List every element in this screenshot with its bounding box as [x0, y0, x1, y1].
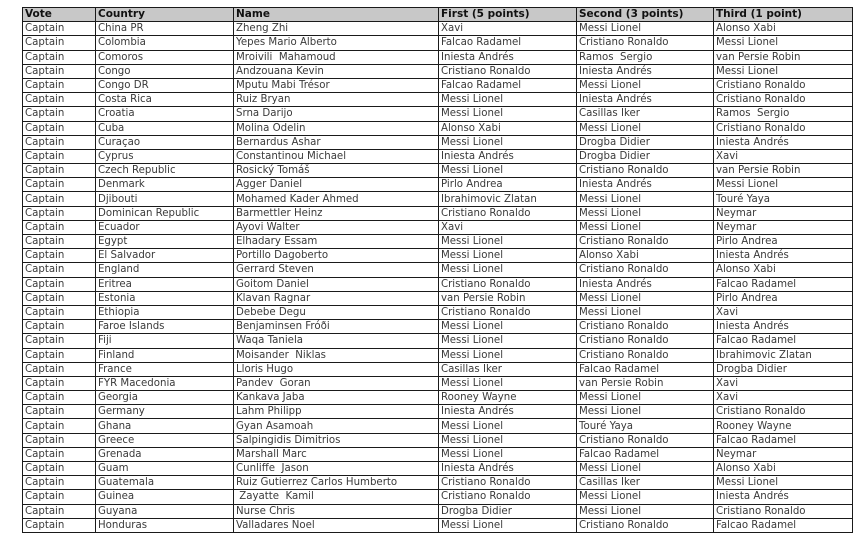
- cell-first: Messi Lionel: [439, 334, 577, 348]
- cell-name: Benjaminsen Fróði: [234, 320, 439, 334]
- cell-second: Iniesta Andrés: [577, 178, 714, 192]
- cell-country: Germany: [96, 405, 234, 419]
- cell-name: Barmettler Heinz: [234, 206, 439, 220]
- cell-name: Ruiz Bryan: [234, 93, 439, 107]
- cell-country: Cyprus: [96, 149, 234, 163]
- table-row: [23, 433, 853, 447]
- cell-third: Iniesta Andrés: [714, 320, 853, 334]
- cell-third: Pirlo Andrea: [714, 235, 853, 249]
- cell-first: Iniesta Andrés: [439, 462, 577, 476]
- cell-first: Messi Lionel: [439, 320, 577, 334]
- cell-first: Xavi: [439, 220, 577, 234]
- cell-name: Waqa Taniela: [234, 334, 439, 348]
- cell-first: Messi Lionel: [439, 249, 577, 263]
- cell-third: Messi Lionel: [714, 64, 853, 78]
- cell-second: Cristiano Ronaldo: [577, 433, 714, 447]
- cell-second: Messi Lionel: [577, 78, 714, 92]
- cell-third: Messi Lionel: [714, 476, 853, 490]
- cell-first: Iniesta Andrés: [439, 149, 577, 163]
- cell-third: Pirlo Andrea: [714, 291, 853, 305]
- cell-name: Klavan Ragnar: [234, 291, 439, 305]
- cell-second: Alonso Xabi: [577, 249, 714, 263]
- cell-second: Messi Lionel: [577, 391, 714, 405]
- header-first: First (5 points): [439, 8, 577, 22]
- cell-name: Elhadary Essam: [234, 235, 439, 249]
- cell-vote: Captain: [23, 362, 96, 376]
- cell-third: Iniesta Andrés: [714, 135, 853, 149]
- cell-first: Messi Lionel: [439, 107, 577, 121]
- table-body: [23, 22, 853, 533]
- cell-vote: Captain: [23, 93, 96, 107]
- table-row: [23, 93, 853, 107]
- cell-vote: Captain: [23, 419, 96, 433]
- cell-first: Cristiano Ronaldo: [439, 490, 577, 504]
- cell-second: Messi Lionel: [577, 405, 714, 419]
- cell-vote: Captain: [23, 22, 96, 36]
- table-row: [23, 121, 853, 135]
- cell-third: Messi Lionel: [714, 36, 853, 50]
- cell-country: Guam: [96, 462, 234, 476]
- table-row: [23, 447, 853, 461]
- cell-name: Salpingidis Dimitrios: [234, 433, 439, 447]
- cell-first: Alonso Xabi: [439, 121, 577, 135]
- cell-name: Molina Odelin: [234, 121, 439, 135]
- cell-first: Iniesta Andrés: [439, 50, 577, 64]
- cell-vote: Captain: [23, 334, 96, 348]
- cell-first: Cristiano Ronaldo: [439, 277, 577, 291]
- table-row: [23, 476, 853, 490]
- cell-country: Dominican Republic: [96, 206, 234, 220]
- cell-name: Gerrard Steven: [234, 263, 439, 277]
- cell-name: Marshall Marc: [234, 447, 439, 461]
- cell-second: Cristiano Ronaldo: [577, 235, 714, 249]
- cell-country: Comoros: [96, 50, 234, 64]
- cell-third: Cristiano Ronaldo: [714, 121, 853, 135]
- cell-vote: Captain: [23, 235, 96, 249]
- cell-vote: Captain: [23, 305, 96, 319]
- cell-second: Cristiano Ronaldo: [577, 164, 714, 178]
- table-row: [23, 305, 853, 319]
- cell-name: Mputu Mabi Trésor: [234, 78, 439, 92]
- table-row: [23, 320, 853, 334]
- table-row: [23, 149, 853, 163]
- cell-vote: Captain: [23, 433, 96, 447]
- cell-second: Drogba Didier: [577, 149, 714, 163]
- cell-vote: Captain: [23, 348, 96, 362]
- cell-name: Lahm Philipp: [234, 405, 439, 419]
- cell-country: England: [96, 263, 234, 277]
- cell-second: Messi Lionel: [577, 305, 714, 319]
- table-row: [23, 107, 853, 121]
- cell-name: Agger Daniel: [234, 178, 439, 192]
- cell-second: Messi Lionel: [577, 192, 714, 206]
- cell-country: Honduras: [96, 518, 234, 532]
- cell-country: Georgia: [96, 391, 234, 405]
- cell-country: El Salvador: [96, 249, 234, 263]
- cell-vote: Captain: [23, 164, 96, 178]
- cell-second: Cristiano Ronaldo: [577, 263, 714, 277]
- cell-second: Drogba Didier: [577, 135, 714, 149]
- cell-country: Egypt: [96, 235, 234, 249]
- table-row: [23, 249, 853, 263]
- cell-vote: Captain: [23, 277, 96, 291]
- cell-vote: Captain: [23, 135, 96, 149]
- cell-name: Kankava Jaba: [234, 391, 439, 405]
- cell-third: Falcao Radamel: [714, 277, 853, 291]
- cell-name: Constantinou Michael: [234, 149, 439, 163]
- cell-first: Ibrahimovic Zlatan: [439, 192, 577, 206]
- cell-third: Iniesta Andrés: [714, 249, 853, 263]
- cell-second: Cristiano Ronaldo: [577, 320, 714, 334]
- cell-country: Costa Rica: [96, 93, 234, 107]
- cell-country: Czech Republic: [96, 164, 234, 178]
- cell-second: Cristiano Ronaldo: [577, 348, 714, 362]
- cell-country: China PR: [96, 22, 234, 36]
- cell-third: Ramos Sergio: [714, 107, 853, 121]
- cell-name: Srna Darijo: [234, 107, 439, 121]
- cell-first: Messi Lionel: [439, 433, 577, 447]
- cell-vote: Captain: [23, 504, 96, 518]
- cell-country: FYR Macedonia: [96, 376, 234, 390]
- cell-country: Eritrea: [96, 277, 234, 291]
- cell-third: Cristiano Ronaldo: [714, 93, 853, 107]
- table-row: [23, 235, 853, 249]
- cell-third: Falcao Radamel: [714, 433, 853, 447]
- cell-second: Falcao Radamel: [577, 447, 714, 461]
- header-name: Name: [234, 8, 439, 22]
- cell-third: Neymar: [714, 447, 853, 461]
- header-country: Country: [96, 8, 234, 22]
- cell-first: Messi Lionel: [439, 376, 577, 390]
- cell-first: Cristiano Ronaldo: [439, 476, 577, 490]
- cell-name: Pandev Goran: [234, 376, 439, 390]
- cell-third: Iniesta Andrés: [714, 490, 853, 504]
- table-row: [23, 391, 853, 405]
- cell-first: Pirlo Andrea: [439, 178, 577, 192]
- cell-vote: Captain: [23, 405, 96, 419]
- table-row: [23, 36, 853, 50]
- cell-first: Messi Lionel: [439, 419, 577, 433]
- cell-third: Falcao Radamel: [714, 334, 853, 348]
- cell-name: Yepes Mario Alberto: [234, 36, 439, 50]
- table-row: [23, 334, 853, 348]
- cell-vote: Captain: [23, 462, 96, 476]
- cell-third: Alonso Xabi: [714, 22, 853, 36]
- cell-second: Touré Yaya: [577, 419, 714, 433]
- cell-vote: Captain: [23, 50, 96, 64]
- cell-country: Fiji: [96, 334, 234, 348]
- cell-country: Guyana: [96, 504, 234, 518]
- cell-second: Messi Lionel: [577, 490, 714, 504]
- table-row: [23, 362, 853, 376]
- cell-second: van Persie Robin: [577, 376, 714, 390]
- cell-third: Neymar: [714, 206, 853, 220]
- cell-second: Messi Lionel: [577, 291, 714, 305]
- cell-name: Mohamed Kader Ahmed: [234, 192, 439, 206]
- cell-name: Portillo Dagoberto: [234, 249, 439, 263]
- cell-vote: Captain: [23, 263, 96, 277]
- table-row: [23, 277, 853, 291]
- cell-first: Cristiano Ronaldo: [439, 206, 577, 220]
- cell-name: Goitom Daniel: [234, 277, 439, 291]
- cell-third: van Persie Robin: [714, 50, 853, 64]
- cell-vote: Captain: [23, 192, 96, 206]
- cell-first: Falcao Radamel: [439, 78, 577, 92]
- cell-country: Ecuador: [96, 220, 234, 234]
- cell-country: Finland: [96, 348, 234, 362]
- cell-country: Ghana: [96, 419, 234, 433]
- table-row: [23, 135, 853, 149]
- cell-second: Ramos Sergio: [577, 50, 714, 64]
- cell-second: Messi Lionel: [577, 220, 714, 234]
- cell-vote: Captain: [23, 320, 96, 334]
- cell-third: Drogba Didier: [714, 362, 853, 376]
- cell-name: Lloris Hugo: [234, 362, 439, 376]
- cell-vote: Captain: [23, 447, 96, 461]
- cell-name: Mroivili Mahamoud: [234, 50, 439, 64]
- cell-country: Estonia: [96, 291, 234, 305]
- cell-third: Cristiano Ronaldo: [714, 405, 853, 419]
- cell-country: Congo DR: [96, 78, 234, 92]
- header-vote: Vote: [23, 8, 96, 22]
- table-row: [23, 178, 853, 192]
- table-row: [23, 376, 853, 390]
- cell-third: Xavi: [714, 376, 853, 390]
- cell-first: Falcao Radamel: [439, 36, 577, 50]
- cell-second: Iniesta Andrés: [577, 277, 714, 291]
- cell-vote: Captain: [23, 376, 96, 390]
- cell-third: Rooney Wayne: [714, 419, 853, 433]
- cell-third: Xavi: [714, 305, 853, 319]
- cell-vote: Captain: [23, 391, 96, 405]
- cell-name: Gyan Asamoah: [234, 419, 439, 433]
- cell-country: Denmark: [96, 178, 234, 192]
- cell-second: Iniesta Andrés: [577, 64, 714, 78]
- cell-country: Colombia: [96, 36, 234, 50]
- table-row: [23, 64, 853, 78]
- cell-country: Djibouti: [96, 192, 234, 206]
- table-row: [23, 419, 853, 433]
- table-row: [23, 490, 853, 504]
- cell-third: Xavi: [714, 391, 853, 405]
- cell-second: Casillas Iker: [577, 107, 714, 121]
- cell-second: Falcao Radamel: [577, 362, 714, 376]
- table-row: [23, 405, 853, 419]
- cell-second: Messi Lionel: [577, 121, 714, 135]
- cell-vote: Captain: [23, 64, 96, 78]
- cell-vote: Captain: [23, 78, 96, 92]
- cell-country: Faroe Islands: [96, 320, 234, 334]
- table-row: [23, 518, 853, 532]
- cell-first: Messi Lionel: [439, 348, 577, 362]
- cell-third: Touré Yaya: [714, 192, 853, 206]
- cell-first: Rooney Wayne: [439, 391, 577, 405]
- cell-first: Messi Lionel: [439, 263, 577, 277]
- cell-first: van Persie Robin: [439, 291, 577, 305]
- cell-vote: Captain: [23, 107, 96, 121]
- cell-third: Neymar: [714, 220, 853, 234]
- cell-first: Cristiano Ronaldo: [439, 305, 577, 319]
- cell-second: Messi Lionel: [577, 206, 714, 220]
- cell-name: Cunliffe Jason: [234, 462, 439, 476]
- cell-name: Valladares Noel: [234, 518, 439, 532]
- cell-name: Ayovi Walter: [234, 220, 439, 234]
- cell-name: Moisander Niklas: [234, 348, 439, 362]
- table-row: [23, 291, 853, 305]
- cell-vote: Captain: [23, 476, 96, 490]
- table-row: [23, 206, 853, 220]
- cell-third: Cristiano Ronaldo: [714, 504, 853, 518]
- table-row: [23, 462, 853, 476]
- cell-third: Alonso Xabi: [714, 462, 853, 476]
- cell-third: Alonso Xabi: [714, 263, 853, 277]
- cell-vote: Captain: [23, 178, 96, 192]
- cell-name: Bernardus Ashar: [234, 135, 439, 149]
- cell-third: van Persie Robin: [714, 164, 853, 178]
- cell-name: Andzouana Kevin: [234, 64, 439, 78]
- cell-name: Rosický Tomáš: [234, 164, 439, 178]
- cell-second: Messi Lionel: [577, 462, 714, 476]
- cell-first: Messi Lionel: [439, 93, 577, 107]
- table-row: [23, 192, 853, 206]
- cell-first: Casillas Iker: [439, 362, 577, 376]
- cell-second: Cristiano Ronaldo: [577, 36, 714, 50]
- cell-country: France: [96, 362, 234, 376]
- cell-third: Ibrahimovic Zlatan: [714, 348, 853, 362]
- cell-country: Guatemala: [96, 476, 234, 490]
- cell-vote: Captain: [23, 121, 96, 135]
- cell-first: Messi Lionel: [439, 235, 577, 249]
- cell-first: Xavi: [439, 22, 577, 36]
- cell-vote: Captain: [23, 291, 96, 305]
- cell-third: Messi Lionel: [714, 178, 853, 192]
- cell-name: Zheng Zhi: [234, 22, 439, 36]
- table-row: [23, 164, 853, 178]
- cell-vote: Captain: [23, 36, 96, 50]
- cell-first: Messi Lionel: [439, 164, 577, 178]
- cell-country: Greece: [96, 433, 234, 447]
- header-third: Third (1 point): [714, 8, 853, 22]
- cell-third: Falcao Radamel: [714, 518, 853, 532]
- cell-name: Zayatte Kamil: [234, 490, 439, 504]
- table-row: [23, 348, 853, 362]
- table-row: [23, 50, 853, 64]
- cell-first: Messi Lionel: [439, 518, 577, 532]
- table-row: [23, 78, 853, 92]
- votes-table: [22, 7, 853, 533]
- header-row: [23, 8, 853, 22]
- cell-first: Messi Lionel: [439, 135, 577, 149]
- cell-country: Curaçao: [96, 135, 234, 149]
- cell-third: Cristiano Ronaldo: [714, 78, 853, 92]
- cell-country: Croatia: [96, 107, 234, 121]
- cell-second: Casillas Iker: [577, 476, 714, 490]
- cell-vote: Captain: [23, 206, 96, 220]
- cell-name: Ruiz Gutierrez Carlos Humberto: [234, 476, 439, 490]
- cell-country: Grenada: [96, 447, 234, 461]
- cell-country: Ethiopia: [96, 305, 234, 319]
- cell-third: Xavi: [714, 149, 853, 163]
- cell-vote: Captain: [23, 518, 96, 532]
- cell-vote: Captain: [23, 220, 96, 234]
- cell-vote: Captain: [23, 490, 96, 504]
- cell-country: Congo: [96, 64, 234, 78]
- cell-first: Cristiano Ronaldo: [439, 64, 577, 78]
- table-row: [23, 504, 853, 518]
- cell-vote: Captain: [23, 149, 96, 163]
- cell-second: Iniesta Andrés: [577, 93, 714, 107]
- table-row: [23, 220, 853, 234]
- cell-second: Cristiano Ronaldo: [577, 334, 714, 348]
- cell-name: Debebe Degu: [234, 305, 439, 319]
- cell-second: Messi Lionel: [577, 22, 714, 36]
- cell-country: Cuba: [96, 121, 234, 135]
- header-second: Second (3 points): [577, 8, 714, 22]
- cell-second: Cristiano Ronaldo: [577, 518, 714, 532]
- table-row: [23, 263, 853, 277]
- cell-name: Nurse Chris: [234, 504, 439, 518]
- cell-first: Drogba Didier: [439, 504, 577, 518]
- cell-second: Messi Lionel: [577, 504, 714, 518]
- cell-first: Iniesta Andrés: [439, 405, 577, 419]
- cell-vote: Captain: [23, 249, 96, 263]
- table-row: [23, 22, 853, 36]
- cell-first: Messi Lionel: [439, 447, 577, 461]
- cell-country: Guinea: [96, 490, 234, 504]
